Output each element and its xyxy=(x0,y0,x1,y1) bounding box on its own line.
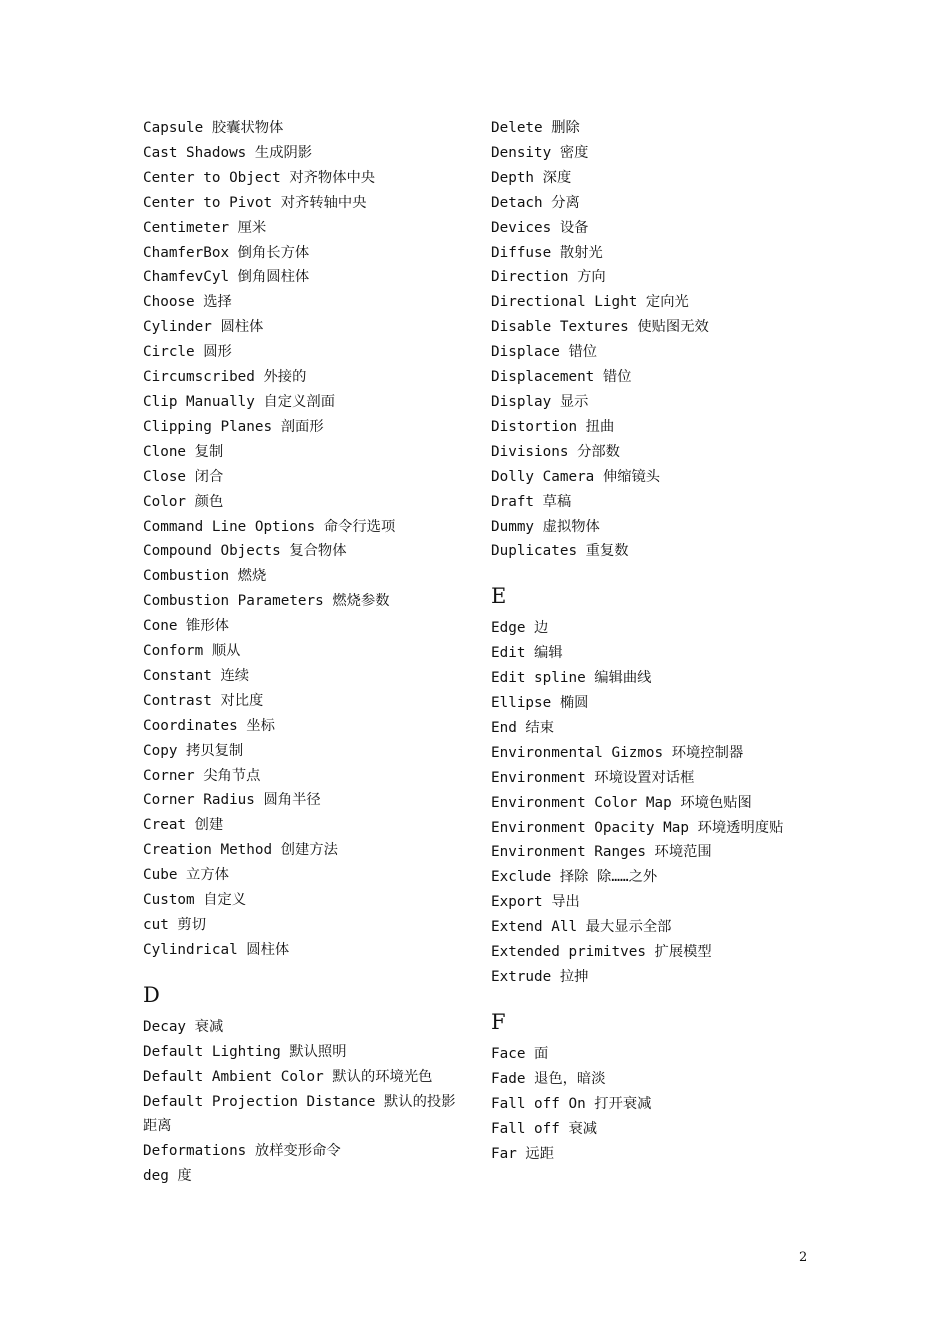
glossary-entry: Center to Pivot 对齐转轴中央 xyxy=(143,194,367,211)
glossary-entry: Environment Ranges 环境范围 xyxy=(491,844,712,861)
glossary-entry: Combustion Parameters 燃烧参数 xyxy=(143,593,390,610)
glossary-entry: Environment Color Map 环境色贴图 xyxy=(491,794,752,811)
glossary-entry: Command Line Options 命令行选项 xyxy=(143,518,396,535)
entry-list-e xyxy=(491,616,821,990)
glossary-entry: Constant 连续 xyxy=(143,667,250,684)
glossary-entry: Circle 圆形 xyxy=(143,344,232,361)
glossary-entry: Extended primitves 扩展模型 xyxy=(491,944,712,961)
glossary-entry: ChamferBox 倒角长方体 xyxy=(143,244,310,261)
glossary-entry: Far 远距 xyxy=(491,1145,555,1162)
glossary-entry: Default Lighting 默认照明 xyxy=(143,1043,347,1060)
glossary-entry: Centimeter 厘米 xyxy=(143,219,267,236)
glossary-entry: Clip Manually 自定义剖面 xyxy=(143,393,335,410)
page-number: 2 xyxy=(799,1250,808,1265)
glossary-entry: Cylindrical 圆柱体 xyxy=(143,941,290,958)
glossary-entry: Face 面 xyxy=(491,1045,549,1062)
glossary-entry: Exclude 择除 除……之外 xyxy=(491,869,658,886)
glossary-entry: Default Projection Distance 默认的投影距离 xyxy=(143,1093,456,1135)
glossary-entry: Extrude 拉抻 xyxy=(491,969,589,985)
left-column xyxy=(143,116,483,1189)
glossary-entry: Creat 创建 xyxy=(143,817,224,834)
glossary-entry: Edit 编辑 xyxy=(491,645,563,662)
glossary-entry: Creation Method 创建方法 xyxy=(143,842,338,859)
glossary-entry: Fall off On 打开衰减 xyxy=(491,1095,652,1112)
glossary-entry: Choose 选择 xyxy=(143,294,232,311)
glossary-entry: Dummy 虚拟物体 xyxy=(491,518,600,535)
glossary-entry: Density 密度 xyxy=(491,144,589,161)
glossary-entry: Center to Object 对齐物体中央 xyxy=(143,169,376,186)
entry-list-f xyxy=(491,1042,821,1167)
section-heading-d: D xyxy=(143,982,160,1007)
glossary-entry: Disable Textures 使贴图无效 xyxy=(491,319,709,336)
glossary-entry: Draft 草稿 xyxy=(491,493,572,510)
glossary-entry: Cone 锥形体 xyxy=(143,618,229,635)
glossary-entry: Delete 删除 xyxy=(491,120,580,136)
glossary-entry: Display 显示 xyxy=(491,393,589,410)
entry-list-d xyxy=(143,1015,483,1189)
glossary-entry: Coordinates 坐标 xyxy=(143,717,275,734)
glossary-entry: Devices 设备 xyxy=(491,219,589,236)
glossary-entry: Decay 衰减 xyxy=(143,1018,224,1035)
glossary-entry: Edge 边 xyxy=(491,620,549,637)
glossary-entry: Duplicates 重复数 xyxy=(491,543,629,560)
glossary-entry: Deformations 放样变形命令 xyxy=(143,1143,341,1160)
glossary-entry: Extend All 最大显示全部 xyxy=(491,919,672,936)
glossary-entry: ChamfevCyl 倒角圆柱体 xyxy=(143,269,310,286)
right-column xyxy=(491,116,821,1166)
glossary-entry: Capsule 胶囊状物体 xyxy=(143,120,284,136)
glossary-entry: Combustion 燃烧 xyxy=(143,568,267,585)
glossary-entry: Circumscribed 外接的 xyxy=(143,369,307,386)
glossary-entry: Default Ambient Color 默认的环境光色 xyxy=(143,1068,433,1085)
glossary-entry: Depth 深度 xyxy=(491,169,572,186)
glossary-entry: Divisions 分部数 xyxy=(491,443,620,460)
entry-list xyxy=(143,116,483,963)
glossary-entry: Distortion 扭曲 xyxy=(491,418,615,435)
glossary-entry: End 结束 xyxy=(491,719,555,736)
glossary-entry: Fall off 衰减 xyxy=(491,1120,598,1137)
glossary-entry: Cylinder 圆柱体 xyxy=(143,319,264,336)
glossary-entry: Custom 自定义 xyxy=(143,892,247,909)
glossary-entry: Fade 退色，暗淡 xyxy=(491,1070,606,1087)
glossary-entry: Color 颜色 xyxy=(143,493,224,510)
glossary-entry: Diffuse 散射光 xyxy=(491,244,603,261)
glossary-entry: Export 导出 xyxy=(491,894,580,911)
glossary-entry: Cube 立方体 xyxy=(143,867,229,884)
glossary-entry: cut 剪切 xyxy=(143,917,207,933)
glossary-entry: Detach 分离 xyxy=(491,194,580,211)
glossary-entry: Clipping Planes 剖面形 xyxy=(143,418,324,435)
glossary-entry: Direction 方向 xyxy=(491,269,606,286)
glossary-entry: Displace 错位 xyxy=(491,344,598,361)
section-heading-e: E xyxy=(491,584,507,609)
glossary-entry: Copy 拷贝复制 xyxy=(143,742,244,759)
glossary-entry: Environmental Gizmos 环境控制器 xyxy=(491,744,744,761)
entry-list xyxy=(491,116,821,564)
glossary-entry: Corner Radius 圆角半径 xyxy=(143,792,321,809)
glossary-entry: Clone 复制 xyxy=(143,443,224,460)
section-heading-f: F xyxy=(491,1009,506,1034)
glossary-entry: deg 度 xyxy=(143,1168,192,1185)
glossary-entry: Cast Shadows 生成阴影 xyxy=(143,144,313,161)
glossary-entry: Displacement 错位 xyxy=(491,369,632,386)
glossary-entry: Environment Opacity Map 环境透明度贴 xyxy=(491,819,784,836)
glossary-entry: Compound Objects 复合物体 xyxy=(143,543,347,560)
glossary-entry: Corner 尖角节点 xyxy=(143,767,261,784)
glossary-entry: Ellipse 椭圆 xyxy=(491,695,589,712)
glossary-entry: Conform 顺从 xyxy=(143,643,241,660)
glossary-entry: Contrast 对比度 xyxy=(143,692,264,709)
glossary-entry: Environment 环境设置对话框 xyxy=(491,769,695,786)
glossary-entry: Directional Light 定向光 xyxy=(491,294,689,311)
glossary-entry: Dolly Camera 伸缩镜头 xyxy=(491,468,661,485)
glossary-entry: Edit spline 编辑曲线 xyxy=(491,670,652,687)
glossary-entry: Close 闭合 xyxy=(143,468,224,485)
